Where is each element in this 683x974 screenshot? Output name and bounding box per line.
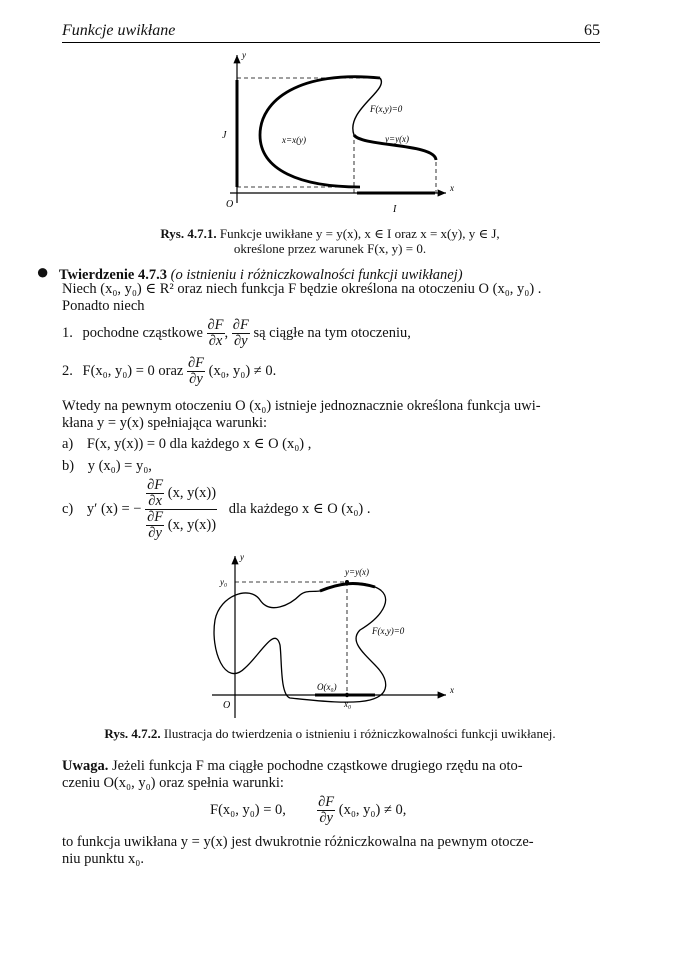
remark-frac-dF-dy: $\frac{\partial F}{\partial y}$	[318, 794, 335, 826]
item-b-label: b)	[62, 458, 75, 474]
item-a-label: a)	[62, 436, 74, 452]
fig1-left-branch-label: x=x(y)	[282, 135, 307, 145]
item-c-label: c)	[62, 501, 74, 517]
theorem-title: (o istnieniu i różniczkowalności funkcji uwikłanej)	[170, 267, 463, 283]
figure-4-7-1	[200, 45, 470, 220]
page-number: 65	[584, 22, 600, 39]
fig2-caption-number: Rys. 4.7.2.	[104, 726, 161, 741]
item-c	[62, 478, 371, 541]
fig1-curve-label: F(x,y)=0	[370, 104, 403, 114]
fig1-right-branch-label: y=y(x)	[385, 134, 410, 144]
remark-line3: to funkcja uwikłana y = y(x) jest dwukrotnie różniczkowalna na pewnym otocze-	[62, 834, 534, 850]
fig2-caption-text: Ilustracja do twierdzenia o istnieniu i różniczkowalności funkcji uwikłanej.	[163, 726, 556, 741]
theorem-then-line1: Wtedy na pewnym otoczeniu O (x₀) istnieje jednoznacznie określona funkcja uwi-	[62, 398, 541, 414]
fig1-I-label: I	[393, 204, 397, 215]
c-num-args: (x, y(x))	[167, 484, 217, 501]
c-inner-num-frac: $\frac{\partial F}{\partial x}$	[147, 477, 164, 509]
theorem-bullet: ●	[36, 259, 50, 284]
fig1-J-label: J	[222, 130, 227, 141]
fig1-caption-number: Rys. 4.7.1.	[160, 226, 217, 241]
remark-title: Uwaga.	[62, 758, 109, 774]
fig2-curve-label: F(x,y)=0	[372, 626, 405, 636]
curve-right-part	[353, 78, 436, 160]
cond1-pre: pochodne cząstkowe	[82, 324, 203, 341]
remark-formula-left: F(x₀, y₀) = 0,	[210, 802, 286, 818]
fig1-O-label: O	[226, 199, 234, 210]
theorem-then-line2: kłana y = y(x) spełniająca warunki:	[62, 415, 268, 431]
fig2-curve-top-label: y=y(x)	[345, 567, 370, 577]
fig1-y-label: y	[242, 50, 246, 60]
item-a	[62, 436, 311, 453]
fig2-y-label: y	[240, 552, 244, 562]
chapter-title: Funkcje uwikłane	[62, 22, 176, 39]
c-inner-den-frac: $\frac{\partial F}{\partial y}$	[147, 509, 164, 541]
item-c-lhs: y′ (x) = −	[86, 501, 142, 517]
remark-line4: niu punktu x₀.	[62, 851, 144, 867]
fig2-x0-label: x₀	[344, 699, 352, 709]
figure-4-7-2-caption	[60, 726, 600, 741]
condition-1: 1. pochodne cząstkowe $\frac{\partial F}{\partial x}$ , $\frac{\partial F}{\partial y}$ są ciągłe na tym otoczeniu,	[62, 317, 411, 349]
condition-2	[62, 356, 276, 387]
theorem-line1: Niech (x₀, y₀) ∈ R² oraz niech funkcja F będzie określona na otoczeniu O (x₀, y₀) .	[62, 281, 542, 297]
remark-line2: czeniu O(x₀, y₀) oraz spełnia warunki:	[62, 775, 284, 791]
fig2-closed-curve	[214, 583, 386, 702]
fig1-caption-line1: Funkcje uwikłane y = y(x), x ∈ I oraz x = x(y), y ∈ J,	[219, 226, 500, 241]
item-c-big-fraction	[145, 478, 217, 541]
figure-4-7-2	[200, 550, 470, 722]
fig1-x-label: x	[450, 183, 454, 193]
remark-line1	[62, 758, 523, 775]
item-b-text: y (x₀) = y₀,	[87, 458, 152, 474]
theorem-line2: Ponadto niech	[62, 298, 145, 314]
c-den-args: (x, y(x))	[167, 516, 217, 533]
cond2-number: 2.	[62, 362, 73, 379]
cond1-number: 1.	[62, 324, 73, 341]
remark-line1-text: Jeżeli funkcja F ma ciągłe pochodne cząstkowe drugiego rzędu na oto-	[111, 758, 523, 774]
theorem-number: Twierdzenie 4.7.3	[58, 267, 167, 283]
remark-formula-right: (x₀, y₀) ≠ 0,	[338, 802, 407, 818]
cond2-pre: F(x₀, y₀) = 0 oraz	[82, 362, 184, 379]
remark-formula	[210, 795, 406, 826]
curve-left-branch	[260, 77, 380, 187]
fig2-x0-point	[345, 693, 349, 697]
item-a-text: F(x, y(x)) = 0 dla każdego x ∈ O (x₀) ,	[86, 436, 312, 452]
item-c-post: dla każdego x ∈ O (x₀) .	[228, 501, 371, 517]
cond2-post: (x₀, y₀) ≠ 0.	[208, 362, 277, 379]
figure-4-7-1-caption	[60, 226, 600, 256]
cond1-post: są ciągłe na tym otoczeniu,	[253, 324, 411, 341]
frac-dF-dy: $\frac{\partial F}{\partial y}$	[232, 317, 249, 349]
fig2-x-label: x	[450, 685, 454, 695]
running-header	[62, 22, 600, 43]
item-b	[62, 458, 152, 475]
fig1-caption-line2: określone przez warunek F(x, y) = 0.	[233, 241, 427, 256]
fig2-curve-highlight	[320, 584, 375, 591]
fig2-O-label: O	[223, 700, 231, 711]
fig2-y0-label: y₀	[220, 577, 228, 587]
frac-dF-dx: $\frac{\partial F}{\partial x}$	[207, 317, 224, 349]
fig2-Ox0-label: O(x₀)	[317, 682, 337, 692]
fig2-y0-point	[345, 580, 349, 584]
frac-dF-dy-2: $\frac{\partial F}{\partial y}$	[187, 355, 204, 387]
